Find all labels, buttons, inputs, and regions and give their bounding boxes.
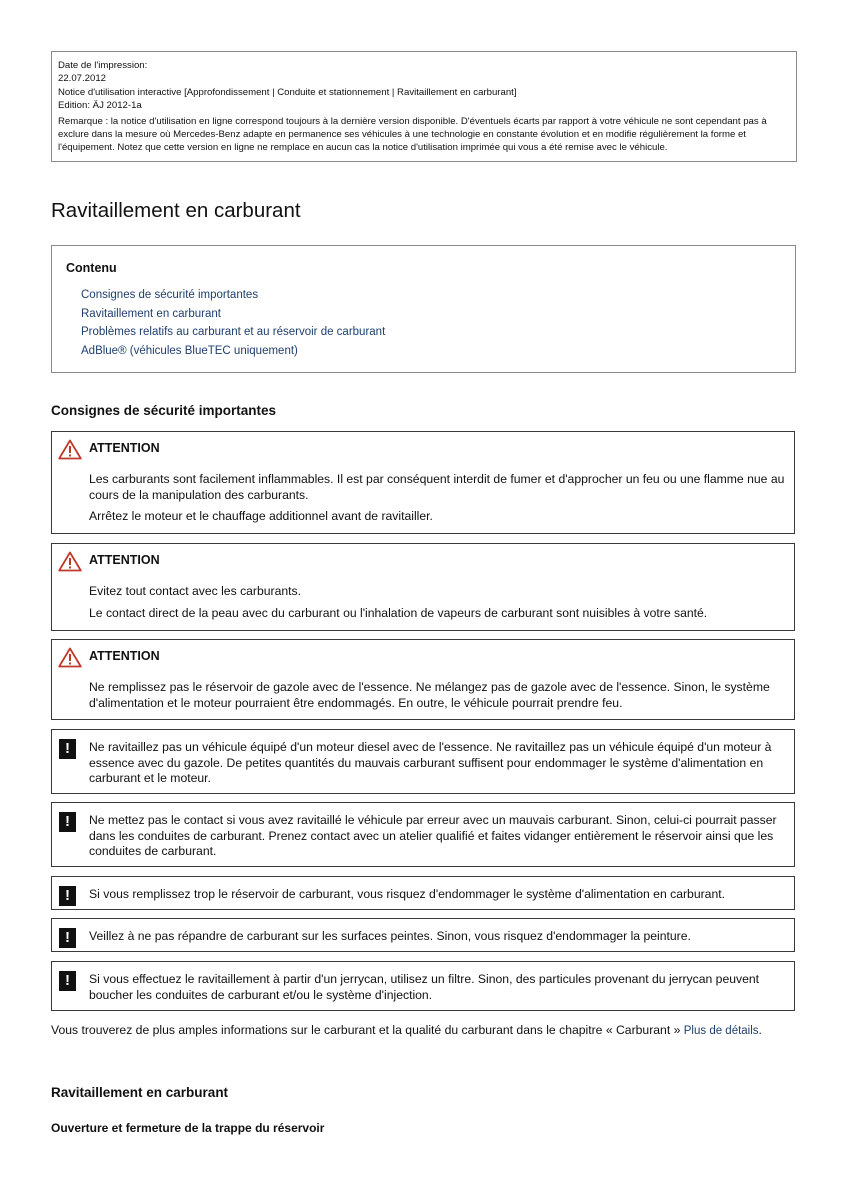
toc-link-problems[interactable]: Problèmes relatifs au carburant et au réservoir de carburant: [81, 326, 386, 338]
exclamation-icon: !: [59, 886, 76, 906]
notice-text: Ne mettez pas le contact si vous avez ravitaillé le véhicule par erreur avec un mauvais carburant. Sinon, celui-ci pourrait passer dans les conduites de carburant. Prenez contact avec un atelier qualifié et faites vidanger entièrement le réservoir ainsi que les conduites de carburant.: [89, 813, 777, 858]
section-heading-safety: Consignes de sécurité importantes: [51, 403, 277, 418]
notice-box: [51, 729, 795, 794]
warning-triangle-icon: [58, 439, 82, 460]
print-info-box: [51, 51, 797, 162]
warning-triangle-icon: [58, 551, 82, 572]
warning-body: [89, 680, 785, 717]
warning-paragraph: Arrêtez le moteur et le chauffage additionnel avant de ravitailler.: [89, 509, 433, 523]
subheading-fuel-flap: Ouverture et fermeture de la trappe du réservoir: [51, 1121, 325, 1135]
toc-title: Contenu: [66, 261, 117, 275]
toc-link-refuelling[interactable]: Ravitaillement en carburant: [81, 307, 221, 320]
print-date-value: 22.07.2012: [58, 73, 107, 85]
print-date-label: Date de l'impression:: [58, 60, 148, 71]
toc-link-adblue[interactable]: AdBlue® (véhicules BlueTEC uniquement): [81, 344, 298, 357]
warning-title: ATTENTION: [89, 553, 160, 567]
notice-text: Veillez à ne pas répandre de carburant sur les surfaces peintes. Sinon, vous risquez d'endommager la peinture.: [89, 929, 691, 943]
warning-triangle-icon: [58, 647, 82, 668]
notice-box: [51, 961, 795, 1011]
page-title: Ravitaillement en carburant: [51, 199, 301, 222]
notice-text: Ne ravitaillez pas un véhicule équipé d'un moteur diesel avec de l'essence. Ne ravitaillez pas un véhicule équipé d'un moteur à essence avec du gazole. De petites quantités du mauvais carburant suffisent pour endommager le système d'alimentation en carburant et le moteur.: [89, 740, 772, 785]
warning-body: [89, 472, 785, 531]
warning-box: [51, 639, 795, 720]
warning-box: [51, 543, 795, 631]
more-info-text: Vous trouverez de plus amples informations sur le carburant et la qualité du carburant dans le chapitre « Carburant »: [51, 1023, 684, 1037]
toc-link-safety[interactable]: Consignes de sécurité importantes: [81, 289, 259, 301]
print-breadcrumb: Notice d'utilisation interactive [Approfondissement | Conduite et stationnement | Ravitaillement en carburant]: [58, 86, 517, 98]
notice-box: [51, 802, 795, 867]
exclamation-icon: !: [59, 739, 76, 759]
warning-paragraph: Les carburants sont facilement inflammables. Il est par conséquent interdit de fumer et d'approcher un feu ou une flamme nue au cours de la manipulation des carburants.: [89, 472, 785, 502]
exclamation-icon: !: [59, 971, 76, 991]
section-heading-refuelling: Ravitaillement en carburant: [51, 1085, 229, 1100]
more-info-suffix: .: [758, 1023, 762, 1037]
more-info-paragraph: [51, 1023, 781, 1040]
toc-list: [81, 286, 385, 360]
notice-box: [51, 918, 795, 952]
exclamation-icon: !: [59, 928, 76, 948]
notice-box: [51, 876, 795, 910]
warning-title: ATTENTION: [89, 649, 160, 663]
warning-paragraph: Evitez tout contact avec les carburants.: [89, 584, 302, 598]
warning-body: [89, 584, 785, 627]
print-note: Remarque : la notice d'utilisation en ligne correspond toujours à la dernière version disponible. D'éventuels écarts par rapport à votre véhicule ne sont cependant pas à exclure dans la mesure où Mercedes-Benz adapte en permanence ses véhicules à une technologie en constante évolution et en modifie régulièrement la forme et l'équipement. Notez que cette version en ligne ne remplace en aucun cas la notice d'utilisation imprimée qui vous a été remise avec le véhicule.: [58, 115, 767, 154]
notice-text: Si vous effectuez le ravitaillement à partir d'un jerrycan, utilisez un filtre. Sinon, des particules provenant du jerrycan peuvent boucher les conduites de carburant et/ou le système d'injection.: [89, 972, 760, 1002]
table-of-contents: [51, 245, 796, 373]
notice-text: Si vous remplissez trop le réservoir de carburant, vous risquez d'endommager le système d'alimentation en carburant.: [89, 887, 725, 901]
print-edition: Edition: ÄJ 2012-1a: [58, 100, 142, 112]
warning-title: ATTENTION: [89, 441, 160, 455]
warning-box: [51, 431, 795, 534]
exclamation-icon: !: [59, 812, 76, 832]
warning-paragraph: Le contact direct de la peau avec du carburant ou l'inhalation de vapeurs de carburant sont nuisibles à votre santé.: [89, 605, 708, 620]
more-details-link[interactable]: Plus de détails: [683, 1025, 759, 1037]
warning-paragraph: Ne remplissez pas le réservoir de gazole avec de l'essence. Ne mélangez pas de gazole avec de l'essence. Sinon, le système d'alimentation et le moteur pourraient être endommagés. En outre, le véhicule pourrait prendre feu.: [89, 680, 770, 710]
